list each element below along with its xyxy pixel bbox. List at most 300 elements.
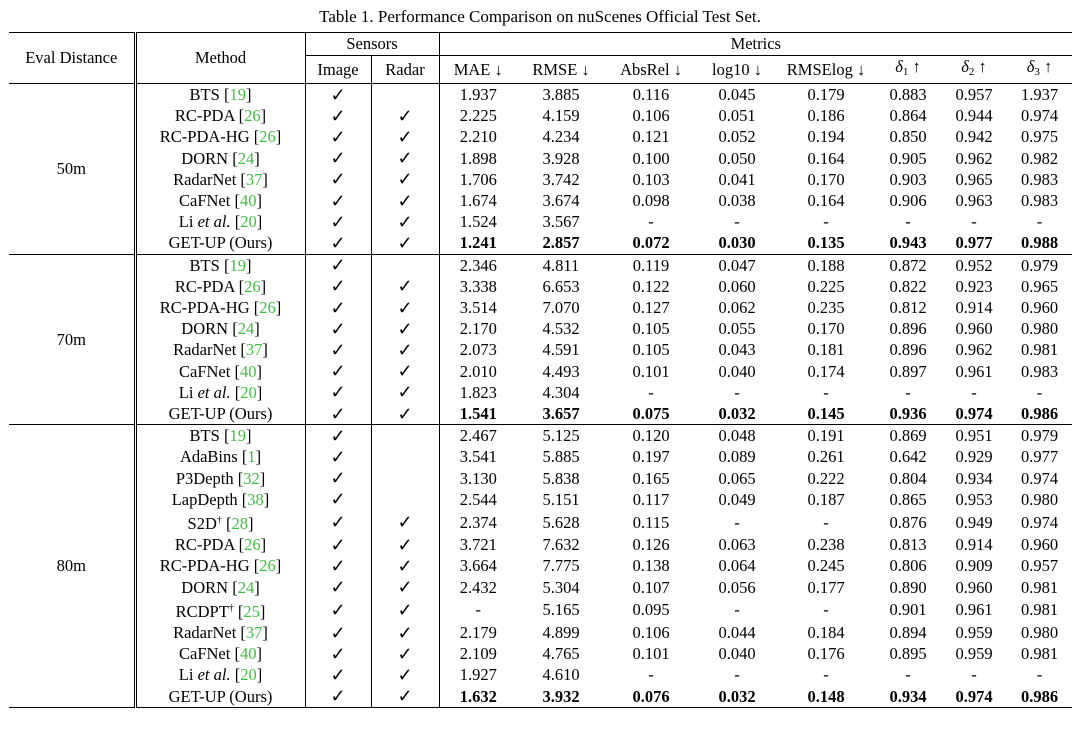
rmse-value: 3.742 — [542, 169, 580, 189]
delta1-value: 0.806 — [889, 556, 927, 576]
delta2-value: 0.974 — [941, 686, 1007, 708]
citation-link[interactable]: 20 — [240, 665, 257, 685]
delta3-value: 0.986 — [1020, 404, 1059, 424]
citation-link[interactable]: 25 — [243, 601, 260, 621]
rmse-value: 4.765 — [542, 644, 580, 664]
method-name: DORN — [181, 148, 229, 168]
rmselog-value: 0.176 — [807, 644, 845, 664]
absrel-value: 0.115 — [632, 512, 670, 532]
citation-link[interactable]: 40 — [239, 191, 257, 211]
method-dagger: † — [228, 602, 234, 614]
delta1-value: 0.872 — [875, 254, 941, 276]
radar-sensor-cell — [371, 382, 439, 403]
absrel-value: 0.095 — [632, 600, 670, 620]
rmselog-value: 0.181 — [807, 340, 845, 360]
header-mae: MAE ↓ — [439, 56, 517, 84]
method-cell: DORN [24] — [135, 148, 305, 169]
log10-value: 0.055 — [718, 319, 756, 339]
rmselog-value: 0.225 — [807, 276, 845, 296]
table-row — [9, 254, 1072, 276]
checkmark-icon: ✓ — [397, 211, 413, 232]
delta2-value: 0.959 — [955, 644, 993, 664]
image-sensor-cell — [305, 425, 371, 447]
table-header — [9, 33, 1072, 84]
delta2-value: 0.909 — [955, 556, 993, 576]
mae-value: 3.514 — [459, 298, 497, 318]
checkmark-icon: ✓ — [397, 382, 413, 403]
citation-link[interactable]: 19 — [229, 85, 246, 104]
checkmark-icon: ✓ — [330, 403, 346, 424]
delta2-value: 0.962 — [955, 148, 993, 168]
citation-link[interactable]: 26 — [259, 298, 276, 318]
absrel-value: - — [648, 382, 654, 402]
delta3-value: 0.981 — [1020, 600, 1059, 620]
delta2-value: 0.959 — [955, 623, 993, 643]
log10-value: 0.045 — [697, 84, 777, 106]
checkmark-icon: ✓ — [397, 190, 413, 211]
citation-link[interactable]: 38 — [247, 489, 264, 509]
rmse-value: 4.234 — [542, 127, 580, 147]
method-cell — [135, 403, 305, 425]
delta2-value: 0.934 — [955, 468, 993, 488]
image-sensor-cell — [305, 318, 371, 339]
citation-link[interactable]: 24 — [237, 319, 255, 339]
method-name: DORN — [181, 319, 229, 339]
method-cell: CaFNet [40] — [135, 643, 305, 664]
rmse-value: 5.151 — [542, 489, 580, 509]
log10-value: - — [734, 382, 740, 402]
rmse-value: 5.165 — [542, 600, 580, 620]
radar-sensor-cell — [371, 577, 439, 598]
citation-link[interactable]: 26 — [244, 106, 261, 126]
mae-value: 2.179 — [459, 623, 497, 643]
rmselog-value: - — [823, 512, 829, 532]
checkmark-icon: ✓ — [330, 447, 346, 468]
log10-value: 0.041 — [718, 169, 756, 189]
header-metrics: Metrics — [439, 33, 1072, 56]
absrel-value: 0.107 — [632, 577, 670, 597]
mae-value: 1.524 — [459, 212, 497, 232]
method-name: RCDPT — [175, 601, 229, 621]
delta3-value: 0.980 — [1020, 489, 1059, 509]
method-name: Li — [178, 382, 194, 402]
table-row — [9, 297, 1072, 318]
method-name: GET-UP (Ours) — [168, 233, 273, 253]
citation-link[interactable]: 24 — [237, 148, 255, 168]
rmse-value: 2.857 — [542, 233, 580, 253]
checkmark-icon: ✓ — [330, 255, 346, 276]
eval-distance-cell: 70m — [9, 254, 135, 425]
mae-value: 3.338 — [459, 276, 497, 296]
delta1-value: 0.903 — [889, 169, 927, 189]
citation-link[interactable]: 26 — [259, 127, 276, 147]
checkmark-icon: ✓ — [330, 686, 346, 707]
performance-table — [9, 32, 1072, 708]
log10-value: 0.056 — [718, 577, 756, 597]
delta3-value: 0.974 — [1020, 106, 1059, 126]
citation-link[interactable]: 20 — [240, 212, 257, 232]
checkmark-icon: ✓ — [397, 512, 413, 533]
rmselog-value: 0.187 — [807, 489, 845, 509]
rmselog-value: 0.238 — [807, 535, 845, 555]
method-name: P3Depth — [175, 468, 234, 488]
delta3-value: 0.977 — [1020, 447, 1059, 467]
mae-value: 3.130 — [459, 468, 497, 488]
checkmark-icon: ✓ — [397, 276, 413, 297]
image-sensor-cell — [305, 276, 371, 297]
absrel-value: 0.165 — [632, 468, 670, 488]
method-name: CaFNet — [179, 644, 231, 664]
mae-value: 2.544 — [459, 489, 497, 509]
log10-value: 0.064 — [718, 556, 756, 576]
rmselog-value: 0.184 — [807, 623, 845, 643]
table-row — [9, 446, 1072, 467]
delta1-value: 0.896 — [889, 319, 927, 339]
citation-link[interactable]: 19 — [229, 255, 246, 275]
radar-sensor-cell — [371, 403, 439, 425]
rmselog-value: 0.235 — [807, 298, 845, 318]
table-row — [9, 361, 1072, 382]
method-cell: CaFNet [40] — [135, 190, 305, 211]
delta1-subscript: 1 — [902, 66, 909, 78]
mae-value: 2.210 — [459, 127, 497, 147]
delta3-value: 0.979 — [1007, 254, 1072, 276]
delta2-value: - — [971, 382, 977, 402]
rmse-value: 3.885 — [517, 84, 605, 106]
method-cell: Li et al. [20] — [135, 211, 305, 232]
absrel-value: 0.076 — [605, 686, 697, 708]
eval-distance-cell: 80m — [9, 425, 135, 708]
delta2-subscript: 2 — [968, 66, 975, 78]
table-row — [9, 686, 1072, 708]
delta3-value: - — [1036, 382, 1043, 402]
delta1-value: - — [905, 665, 911, 685]
delta1-value: 0.864 — [889, 106, 927, 126]
method-cell: BTS [19] — [135, 84, 305, 106]
method-cell: RC-PDA-HG [26] — [135, 297, 305, 318]
mae-value: 1.898 — [459, 148, 497, 168]
checkmark-icon: ✓ — [330, 105, 346, 126]
checkmark-icon: ✓ — [330, 599, 346, 620]
citation-link[interactable]: 37 — [245, 340, 263, 360]
citation-link[interactable]: 40 — [239, 361, 257, 381]
method-name: BTS — [189, 255, 220, 275]
table-row — [9, 276, 1072, 297]
radar-sensor-cell — [371, 361, 439, 382]
rmse-value: 3.932 — [517, 686, 605, 708]
mae-value: 1.823 — [459, 382, 497, 402]
delta2-value: 0.914 — [955, 298, 993, 318]
checkmark-icon: ✓ — [397, 643, 413, 664]
table-row — [9, 425, 1072, 447]
checkmark-icon: ✓ — [397, 556, 413, 577]
log10-value: 0.040 — [718, 644, 756, 664]
delta2-value: 0.949 — [955, 512, 993, 532]
method-name: DORN — [181, 577, 229, 597]
checkmark-icon: ✓ — [330, 534, 346, 555]
absrel-value: 0.106 — [632, 623, 670, 643]
log10-value: - — [734, 512, 740, 532]
header-eval-distance: Eval Distance — [9, 33, 135, 84]
method-cell: RC-PDA-HG [26] — [135, 555, 305, 576]
delta1-value: 0.943 — [889, 233, 927, 253]
absrel-value: 0.105 — [632, 340, 670, 360]
absrel-value: 0.117 — [632, 489, 670, 509]
radar-sensor-cell — [371, 622, 439, 643]
checkmark-icon: ✓ — [330, 512, 346, 533]
delta1-value: 0.901 — [889, 600, 927, 620]
delta1-value: 0.890 — [889, 577, 927, 597]
delta3-value: 0.983 — [1020, 169, 1059, 189]
table-row — [9, 382, 1072, 403]
delta1-symbol: δ — [895, 57, 903, 76]
table-row — [9, 577, 1072, 598]
mae-value: 1.674 — [459, 191, 497, 211]
method-cell: RadarNet [37] — [135, 169, 305, 190]
citation-link[interactable]: 26 — [244, 276, 261, 296]
image-sensor-cell — [305, 84, 371, 106]
radar-sensor-cell — [371, 339, 439, 360]
citation-link[interactable]: 32 — [243, 468, 260, 488]
method-cell: CaFNet [40] — [135, 361, 305, 382]
radar-sensor-cell — [371, 489, 439, 510]
header-rmse: RMSE ↓ — [517, 56, 605, 84]
image-sensor-cell — [305, 126, 371, 147]
delta3-value: 0.988 — [1020, 233, 1059, 253]
citation-link[interactable]: 19 — [229, 426, 246, 446]
mae-value: 2.010 — [459, 361, 497, 381]
rmselog-value: 0.188 — [777, 254, 875, 276]
delta3-value: 0.983 — [1020, 361, 1059, 381]
radar-sensor-cell — [371, 446, 439, 467]
checkmark-icon: ✓ — [330, 468, 346, 489]
header-log10: log10 ↓ — [697, 56, 777, 84]
delta3-value: 0.960 — [1020, 298, 1059, 318]
mae-value: 1.937 — [439, 84, 517, 106]
rmselog-value: 0.177 — [807, 577, 845, 597]
mae-value: 2.432 — [459, 577, 497, 597]
log10-value: 0.040 — [718, 361, 756, 381]
rmse-value: 4.159 — [542, 106, 580, 126]
absrel-value: 0.126 — [632, 535, 670, 555]
checkmark-icon: ✓ — [330, 340, 346, 361]
image-sensor-cell — [305, 446, 371, 467]
mae-value: 3.664 — [459, 556, 497, 576]
checkmark-icon: ✓ — [330, 489, 346, 510]
mae-value: 2.109 — [459, 644, 497, 664]
delta3-value: 1.937 — [1007, 84, 1072, 106]
table-row — [9, 339, 1072, 360]
radar-sensor-cell — [371, 211, 439, 232]
radar-sensor-cell — [371, 126, 439, 147]
method-name: CaFNet — [179, 191, 231, 211]
image-sensor-cell — [305, 190, 371, 211]
image-sensor-cell — [305, 510, 371, 534]
image-sensor-cell — [305, 361, 371, 382]
absrel-value: 0.072 — [632, 233, 670, 253]
method-cell: BTS [19] — [135, 425, 305, 447]
method-cell: S2D† [28] — [135, 510, 305, 534]
citation-link[interactable]: 20 — [240, 382, 257, 402]
delta2-value: - — [971, 665, 977, 685]
image-sensor-cell — [305, 232, 371, 254]
delta3-value: 0.974 — [1020, 512, 1059, 532]
radar-sensor-cell — [371, 297, 439, 318]
citation-link[interactable]: 24 — [237, 577, 255, 597]
checkmark-icon: ✓ — [397, 665, 413, 686]
image-sensor-cell — [305, 643, 371, 664]
checkmark-icon: ✓ — [397, 233, 413, 254]
checkmark-icon: ✓ — [397, 148, 413, 169]
rmse-value: 4.591 — [542, 340, 580, 360]
rmselog-value: 0.135 — [807, 233, 845, 253]
table-row — [9, 211, 1072, 232]
image-sensor-cell — [305, 297, 371, 318]
delta3-value: 0.980 — [1020, 623, 1059, 643]
checkmark-icon: ✓ — [330, 127, 346, 147]
mae-value: 1.927 — [459, 665, 497, 685]
method-name: Li — [178, 665, 194, 685]
table-row — [9, 190, 1072, 211]
delta3-value: 0.983 — [1020, 191, 1059, 211]
log10-value: - — [734, 665, 740, 685]
absrel-value: 0.116 — [605, 84, 697, 106]
method-etal: et al. — [197, 382, 231, 402]
rmse-value: 4.304 — [542, 382, 580, 402]
log10-value: 0.032 — [697, 686, 777, 708]
delta3-value: 0.981 — [1020, 340, 1059, 360]
method-name: S2D — [187, 514, 217, 534]
image-sensor-cell — [305, 254, 371, 276]
rmse-value: 4.610 — [542, 665, 580, 685]
absrel-value: 0.098 — [632, 191, 670, 211]
delta1-arrow: ↑ — [908, 57, 921, 76]
absrel-value: 0.127 — [632, 298, 670, 318]
rmselog-value: 0.186 — [807, 106, 845, 126]
log10-value: 0.043 — [718, 340, 756, 360]
method-name: GET-UP (Ours) — [168, 404, 273, 424]
checkmark-icon: ✓ — [330, 148, 346, 169]
delta3-value: - — [1036, 212, 1043, 232]
delta1-value: 0.804 — [889, 468, 927, 488]
checkmark-icon: ✓ — [330, 622, 346, 643]
citation-link[interactable]: 26 — [259, 556, 276, 576]
rmse-value: 3.657 — [542, 404, 580, 424]
table-row — [9, 232, 1072, 254]
log10-value: 0.044 — [718, 623, 756, 643]
rmselog-value: - — [823, 600, 829, 620]
image-sensor-cell — [305, 339, 371, 360]
method-cell: RadarNet [37] — [135, 339, 305, 360]
citation-link[interactable]: 37 — [245, 169, 263, 189]
checkmark-icon: ✓ — [330, 577, 346, 598]
log10-value: 0.063 — [718, 535, 756, 555]
delta1-value: 0.812 — [889, 298, 927, 318]
absrel-value: 0.075 — [632, 404, 670, 424]
log10-value: 0.050 — [718, 148, 756, 168]
rmselog-value: 0.191 — [777, 425, 875, 447]
table-row — [9, 510, 1072, 534]
method-name: RadarNet — [173, 169, 237, 189]
citation-link[interactable]: 26 — [244, 535, 261, 555]
delta1-value: 0.850 — [889, 127, 927, 147]
header-delta3 — [1007, 56, 1072, 84]
checkmark-icon: ✓ — [330, 84, 346, 105]
log10-value: 0.049 — [718, 489, 756, 509]
rmse-value: 4.899 — [542, 623, 580, 643]
table-row — [9, 664, 1072, 685]
rmse-value: 4.811 — [517, 254, 605, 276]
header-method: Method — [135, 33, 305, 84]
checkmark-icon: ✓ — [330, 361, 346, 382]
mae-value: 2.170 — [459, 319, 497, 339]
log10-value: 0.060 — [718, 276, 756, 296]
absrel-value: 0.138 — [632, 556, 670, 576]
delta2-value: 0.929 — [955, 447, 993, 467]
delta3-value: 0.979 — [1007, 425, 1072, 447]
citation-link[interactable]: 40 — [239, 644, 257, 664]
method-cell: RC-PDA [26] — [135, 534, 305, 555]
delta2-value: 0.952 — [941, 254, 1007, 276]
mae-value: - — [475, 600, 481, 620]
checkmark-icon: ✓ — [330, 665, 346, 686]
radar-sensor-cell — [371, 510, 439, 534]
method-cell: DORN [24] — [135, 577, 305, 598]
delta3-subscript: 3 — [1034, 66, 1040, 78]
delta2-value: 0.953 — [955, 489, 993, 509]
delta1-value: 0.936 — [889, 404, 927, 424]
method-name: RC-PDA-HG — [159, 127, 250, 147]
method-cell: RC-PDA-HG [26] — [135, 126, 305, 147]
delta1-value: 0.813 — [889, 535, 927, 555]
method-cell: P3Depth [32] — [135, 468, 305, 489]
delta2-value: 0.960 — [955, 319, 993, 339]
delta3-value: 0.960 — [1020, 535, 1059, 555]
checkmark-icon: ✓ — [397, 686, 413, 707]
method-cell: Li et al. [20] — [135, 664, 305, 685]
citation-link[interactable]: 37 — [245, 623, 263, 643]
delta1-value: 0.869 — [875, 425, 941, 447]
log10-value: - — [734, 600, 740, 620]
method-cell — [135, 686, 305, 708]
method-name: RadarNet — [173, 340, 237, 360]
image-sensor-cell — [305, 211, 371, 232]
citation-link[interactable]: 28 — [231, 514, 248, 534]
absrel-value: 0.105 — [632, 319, 670, 339]
image-sensor-cell — [305, 534, 371, 555]
checkmark-icon: ✓ — [397, 169, 413, 190]
method-name: AdaBins — [179, 447, 238, 467]
checkmark-icon: ✓ — [330, 297, 346, 318]
rmse-value: 6.653 — [542, 276, 580, 296]
citation-link[interactable]: 1 — [247, 447, 256, 467]
table-row — [9, 534, 1072, 555]
mae-value: 1.706 — [459, 169, 497, 189]
absrel-value: 0.121 — [632, 127, 670, 147]
table-row — [9, 169, 1072, 190]
delta1-value: 0.895 — [889, 644, 927, 664]
checkmark-icon: ✓ — [330, 382, 346, 403]
rmselog-value: 0.148 — [777, 686, 875, 708]
delta3-value: - — [1036, 665, 1043, 685]
log10-value: 0.089 — [718, 447, 756, 467]
rmse-value: 3.928 — [542, 148, 580, 168]
delta1-value: - — [905, 382, 911, 402]
image-sensor-cell — [305, 148, 371, 169]
method-name: RC-PDA — [174, 535, 235, 555]
delta2-value: 0.944 — [955, 106, 993, 126]
table-row — [9, 598, 1072, 622]
